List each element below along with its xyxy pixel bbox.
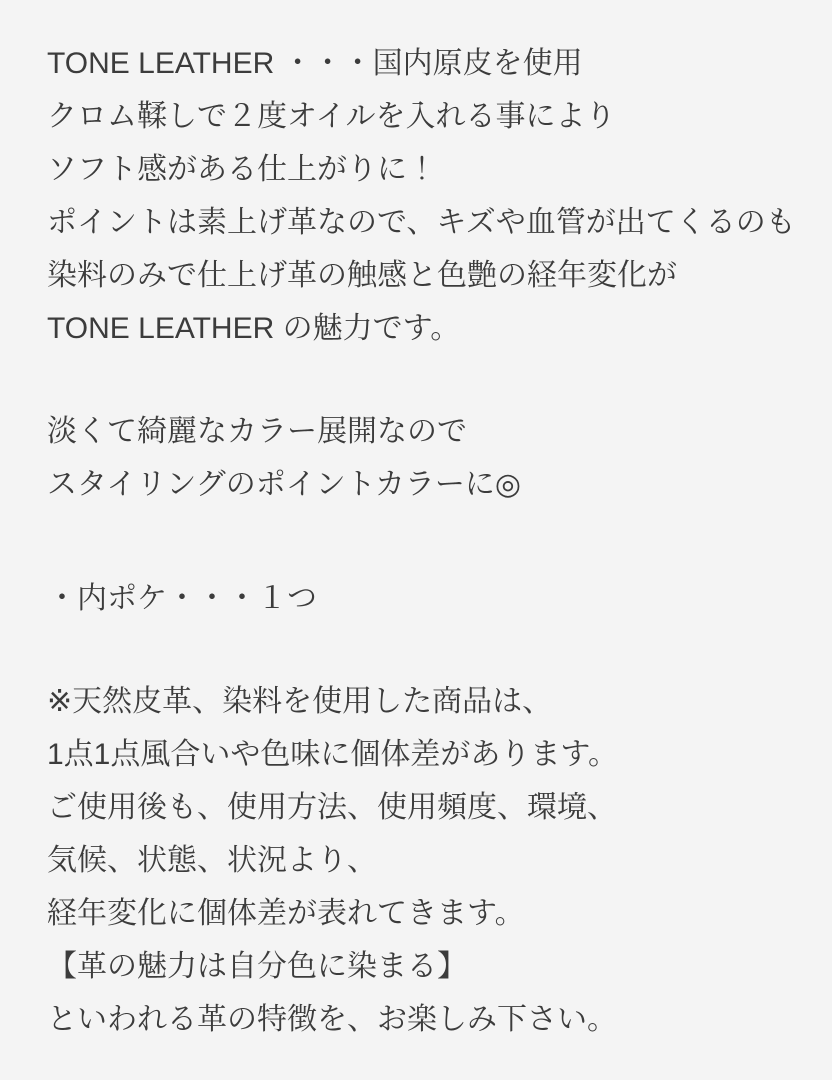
text-line: 1点1点風合いや色味に個体差があります。 (47, 738, 618, 771)
text-line: ・内ポケ・・・１つ (47, 582, 317, 615)
text-line: クロム鞣しで２度オイルを入れる事により (47, 100, 616, 133)
text-line: 経年変化に個体差が表れてきます。 (47, 897, 525, 930)
text-line: ※天然皮革、染料を使用した商品は、 (47, 685, 553, 718)
paragraph-pocket-spec (47, 572, 802, 625)
text-line: 気候、状態、状況より、 (47, 844, 377, 877)
text-line: ソフト感がある仕上がりに！ (47, 153, 437, 186)
paragraph-color-appeal (47, 405, 802, 511)
text-line: 淡くて綺麗なカラー展開なので (47, 415, 467, 448)
paragraph-natural-leather-note (47, 675, 802, 1046)
text-line: TONE LEATHER の魅力です。 (47, 312, 461, 345)
text-line: ご使用後も、使用方法、使用頻度、環境、 (47, 791, 617, 824)
paragraph-leather-intro (47, 37, 802, 355)
paragraph-spacer (47, 625, 802, 675)
text-line: 【革の魅力は自分色に染まる】 (47, 950, 467, 983)
text-line: スタイリングのポイントカラーに◎ (47, 468, 522, 501)
text-line: といわれる革の特徴を、お楽しみ下さい。 (47, 1003, 617, 1036)
paragraph-spacer (47, 355, 802, 405)
paragraph-spacer (47, 511, 802, 572)
text-line: TONE LEATHER ・・・国内原皮を使用 (47, 47, 583, 80)
text-line: ポイントは素上げ革なので、キズや血管が出てくるのも (47, 206, 796, 239)
text-line: 染料のみで仕上げ革の触感と色艶の経年変化が (47, 259, 677, 292)
